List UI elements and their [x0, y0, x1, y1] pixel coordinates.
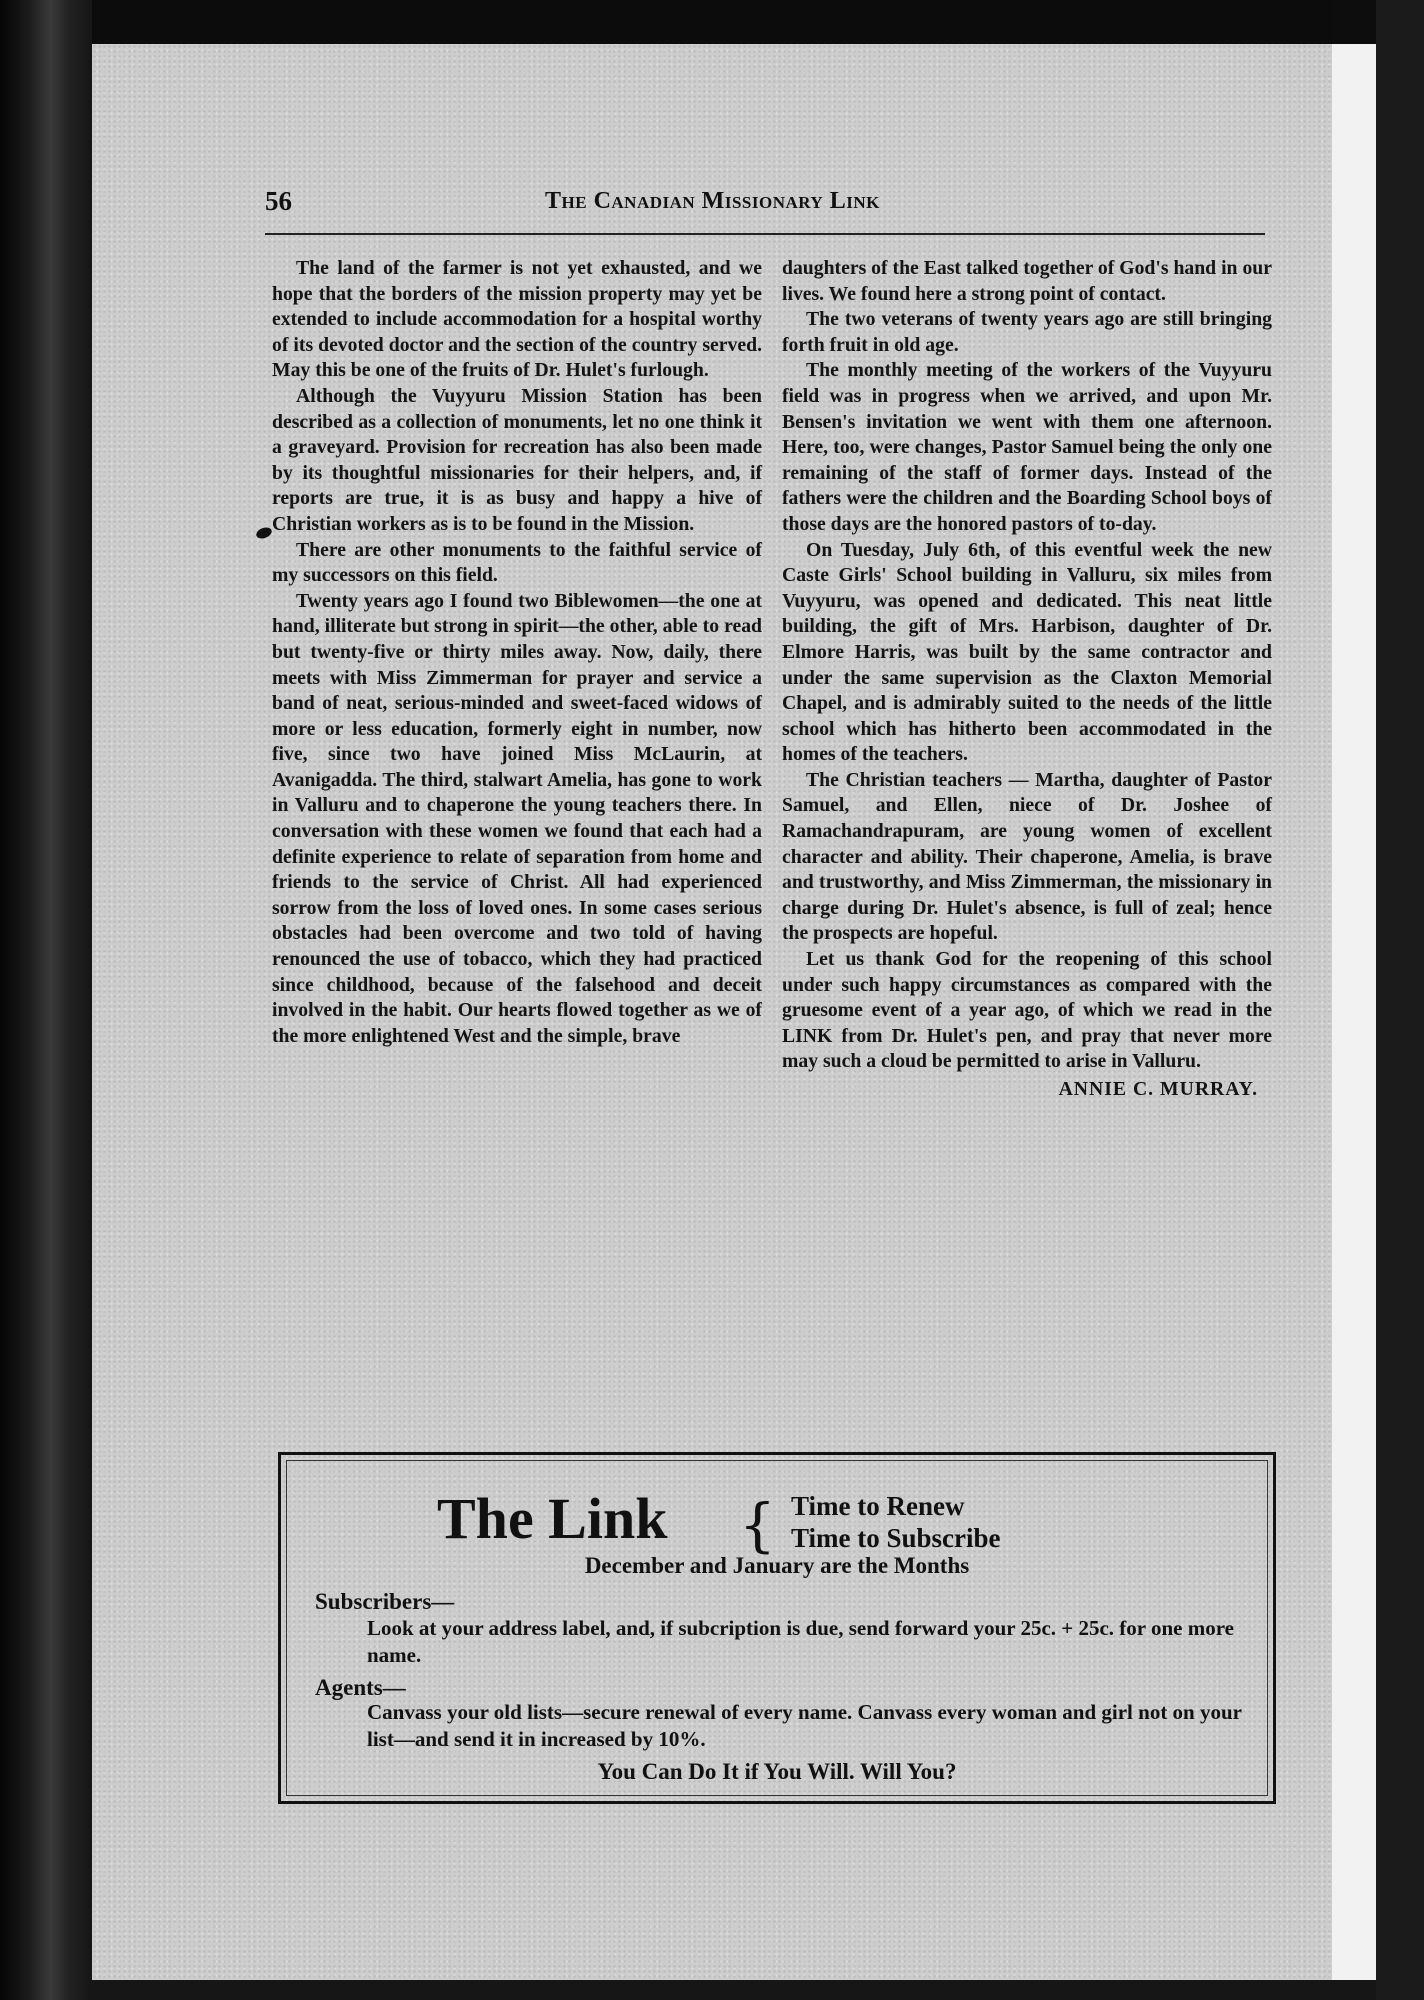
paragraph: The land of the farmer is not yet exhausted, and we hope that the borders of the mission property may yet be extended to include accommodation for a hospital worthy of its devoted doctor and the section of the country served. May this be one of the fruits of Dr. Hulet's furlough.	[272, 257, 762, 382]
book-binding-left	[0, 0, 92, 2000]
ad-closing-line: You Can Do It if You Will. Will You?	[597, 1759, 957, 1784]
paragraph: The two veterans of twenty years ago are still bringing forth fruit in old age.	[782, 308, 1272, 356]
paragraph: The monthly meeting of the workers of the Vuyyuru field was in progress when we arrived, and upon Mr. Bensen's invitation we went with them one afternoon. Here, too, were changes, Pastor Samuel being the only one remaining of the staff of former days. Instead of the fathers were the children and the Boarding School boys of those days are the honored pastors of to-day.	[782, 359, 1272, 535]
ad-subscribe-line: Time to Subscribe	[791, 1523, 1001, 1553]
paragraph: Twenty years ago I found two Biblewomen—the one at hand, illiterate but strong in spirit—the other, able to read but twenty-five or thirty miles away. Now, daily, there meets with Miss Zimmerman for prayer and service a band of neat, serious-minded and sweet-faced widows of more or less education, formerly eight in number, now five, since two have joined Miss McLaurin, at Avanigadda. The third, stalwart Amelia, has gone to work in Valluru and to chaperone the young teachers there. In conversation with these women we found that each had a definite experience to relate of separation from home and friends to the service of Christ. All had experienced sorrow from the loss of loved ones. In some cases serious obstacles had been overcome and two told of having renounced the use of tobacco, which they had practiced since childhood, because of the falsehood and deceit involved in the habit. Our hearts flowed together as we of the more enlightened West and the simple, brave	[272, 589, 762, 1047]
ad-title: The Link	[437, 1486, 668, 1551]
ad-renew-line: Time to Renew	[791, 1491, 965, 1521]
subscription-advertisement	[278, 1452, 1276, 1804]
paragraph: There are other monuments to the faithful service of my successors on this field.	[272, 538, 762, 587]
paragraph: The Christian teachers — Martha, daughter of Pastor Samuel, and Ellen, niece of Dr. Joshee of Ramachandrapuram, are young women of excellent character and ability. Their chaperone, Amelia, is brave and trustworthy, and Miss Zimmerman, the missionary in charge during Dr. Hulet's absence, is full of zeal; hence the prospects are hopeful.	[782, 768, 1272, 945]
left-column	[272, 256, 762, 1049]
header-rule	[265, 233, 1265, 235]
running-head	[265, 186, 1265, 220]
subscribers-text: Look at your address label, and, if subcription is due, send forward your 25c. + 25c. for one more name.	[367, 1616, 1234, 1667]
paragraph-continuation: daughters of the East talked together of God's hand in our lives. We found here a strong point of contact.	[782, 257, 1272, 305]
ad-title-block	[281, 1485, 1273, 1559]
paragraph: Let us thank God for the reopening of this school under such happy circumstances as compared with the gruesome event of a year ago, of which we read in the LINK from Dr. Hulet's pen, and pray that never more may such a cloud be permitted to arise in Valluru.	[782, 948, 1272, 1073]
subscribers-label: Subscribers—	[315, 1589, 455, 1614]
paragraph: On Tuesday, July 6th, of this eventful week the new Caste Girls' School building in Valluru, six miles from Vuyyuru, was opened and dedicated. This neat little building, the gift of Mrs. Harbison, daughter of Dr. Elmore Harris, was built by the same contractor and under the same supervision as the Claxton Memorial Chapel, and is admirably suited to the needs of the little school which has hitherto been accommodated in the homes of the teachers.	[782, 538, 1272, 766]
paragraph: Although the Vuyyuru Mission Station has been described as a collection of monuments, let no one think it a graveyard. Provision for recreation has also been made by its thoughtful missionaries for their helpers, and, if reports are true, it is as busy and happy a hive of Christian workers as is to be found in the Mission.	[272, 384, 762, 535]
scan-right-edge	[1376, 0, 1424, 2000]
agents-label: Agents—	[315, 1675, 406, 1700]
right-column	[782, 256, 1272, 1103]
author-signature: ANNIE C. MURRAY.	[1058, 1078, 1258, 1100]
page-number: 56	[265, 186, 292, 216]
journal-title: The Canadian Missionary Link	[545, 188, 880, 214]
brace-glyph: {	[739, 1491, 776, 1559]
scan-top-edge	[92, 0, 1332, 44]
scan-bottom-edge	[92, 1980, 1376, 2000]
agents-text: Canvass your old lists—secure renewal of every name. Canvass every woman and girl not on your list—and send it in increased by 10%.	[367, 1700, 1242, 1751]
page-right-margin	[1332, 44, 1376, 1980]
ad-months-line: December and January are the Months	[584, 1553, 970, 1578]
